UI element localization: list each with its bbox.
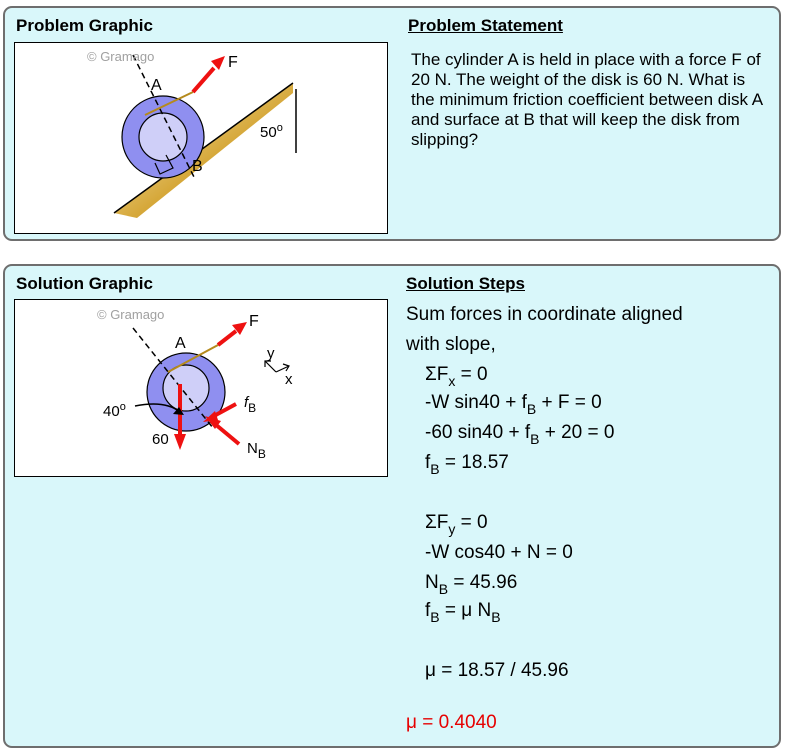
problem-graphic: [14, 42, 388, 234]
normal-force-label: $N_B$: [247, 440, 266, 461]
solution-steps-title: Solution Steps: [406, 274, 525, 293]
friction-label: $f_B$: [244, 394, 257, 415]
step-mu-result: μ = 0.4040: [406, 712, 497, 733]
angle-label: 40$^o$: [103, 401, 126, 420]
step-intro-line-2: with slope,: [406, 334, 496, 355]
solution-graphic: [14, 299, 388, 477]
axis-x-label: x: [285, 371, 293, 388]
label-a: A: [151, 77, 162, 94]
label-f: F: [228, 54, 238, 71]
force-f-arrow: [218, 322, 247, 345]
step-mu-calculation: μ = 18.57 / 45.96: [425, 660, 569, 681]
label-b: B: [192, 158, 203, 175]
slope-angle-label: 50$^o$: [260, 122, 283, 141]
solution-panel: [3, 264, 781, 748]
normal-force-arrow: [205, 416, 239, 444]
problem-panel: [3, 6, 781, 241]
label-a: A: [175, 335, 186, 352]
problem-statement-text: The cylinder A is held in place with a force F of 20 N. The weight of the disk is 60 N. What is the minimum friction coefficient between disk A and surface at B that will keep the disk from slipping?: [411, 50, 763, 149]
step-fy-equation-1: -W cos40 + N = 0: [425, 542, 573, 563]
problem-graphic-title: Problem Graphic: [16, 16, 153, 35]
weight-label: 60: [152, 431, 169, 448]
step-fx-equation-1: -W $\sin 40 + f_B + F = 0$: [425, 392, 602, 417]
label-f: F: [249, 313, 259, 330]
watermark: © Gramago: [97, 307, 165, 322]
force-f-arrow: [193, 56, 225, 92]
step-fy-result: $N_B = 45.96$: [425, 572, 518, 597]
step-fx-result: $f_B = 18.57$: [425, 452, 509, 477]
watermark: © Gramago: [87, 49, 155, 64]
axis-y-label: y: [267, 345, 275, 362]
step-fy-sum: $\Sigma F_y = 0$: [425, 512, 488, 537]
step-fx-equation-2: -60 $\sin 40 + f_B + 20 = 0$: [425, 422, 615, 447]
step-fx-sum: $\Sigma F_x = 0$: [425, 364, 488, 389]
solution-graphic-title: Solution Graphic: [16, 274, 153, 293]
step-intro-line-1: Sum forces in coordinate aligned: [406, 304, 683, 325]
step-friction-relation: $f_B = \mu$ $N_B$: [425, 600, 501, 625]
problem-statement-title: Problem Statement: [408, 16, 563, 35]
